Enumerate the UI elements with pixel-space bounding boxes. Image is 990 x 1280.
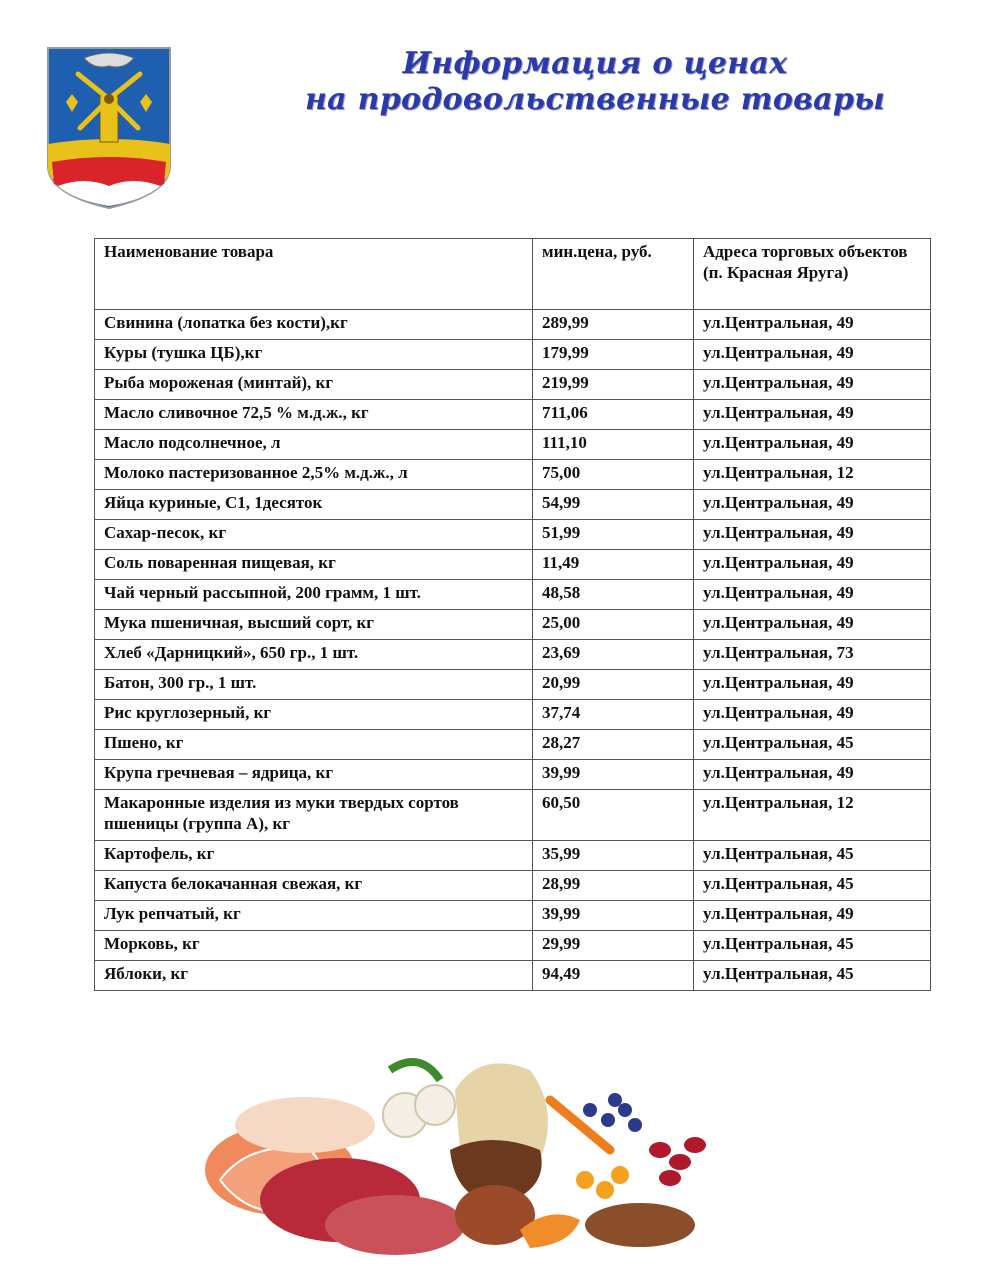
table-row: [95, 790, 931, 841]
row-address-cell: ул.Центральная, 49: [694, 340, 931, 370]
row-price-cell: 289,99: [533, 310, 694, 340]
row-price-cell: 111,10: [533, 430, 694, 460]
row-price-cell: 39,99: [533, 760, 694, 790]
row-name-cell: Яблоки, кг: [95, 961, 533, 991]
row-price-cell: 711,06: [533, 400, 694, 430]
row-price-cell: 28,99: [533, 871, 694, 901]
row-address-cell: ул.Центральная, 49: [694, 370, 931, 400]
row-name-cell: Масло сливочное 72,5 % м.д.ж., кг: [95, 400, 533, 430]
row-address-cell: ул.Центральная, 49: [694, 490, 931, 520]
row-address-cell: ул.Центральная, 49: [694, 550, 931, 580]
coat-of-arms-windmill-icon: [44, 44, 174, 210]
row-price-cell: 94,49: [533, 961, 694, 991]
row-name-cell: Свинина (лопатка без кости),кг: [95, 310, 533, 340]
row-price-cell: 39,99: [533, 901, 694, 931]
table-row: [95, 961, 931, 991]
row-name-cell: Лук репчатый, кг: [95, 901, 533, 931]
row-name-cell: Чай черный рассыпной, 200 грамм, 1 шт.: [95, 580, 533, 610]
row-address-cell: ул.Центральная, 45: [694, 871, 931, 901]
row-name-cell: Куры (тушка ЦБ),кг: [95, 340, 533, 370]
table-row: [95, 550, 931, 580]
food-products-icon: [190, 1030, 730, 1260]
table-row: [95, 901, 931, 931]
row-name-cell: Капуста белокачанная свежая, кг: [95, 871, 533, 901]
row-name-cell: Рис круглозерный, кг: [95, 700, 533, 730]
row-address-cell: ул.Центральная, 49: [694, 520, 931, 550]
page-title: [240, 46, 950, 118]
row-price-cell: 29,99: [533, 931, 694, 961]
table-header-row: [95, 239, 931, 310]
row-name-cell: Макаронные изделия из муки твердых сортов пшеницы (группа А), кг: [95, 790, 533, 841]
row-address-cell: ул.Центральная, 45: [694, 841, 931, 871]
row-name-cell: Молоко пастеризованное 2,5% м.д.ж., л: [95, 460, 533, 490]
row-price-cell: 48,58: [533, 580, 694, 610]
row-price-cell: 54,99: [533, 490, 694, 520]
row-price-cell: 20,99: [533, 670, 694, 700]
row-price-cell: 219,99: [533, 370, 694, 400]
table-row: [95, 871, 931, 901]
row-address-cell: ул.Центральная, 49: [694, 901, 931, 931]
row-name-cell: Сахар-песок, кг: [95, 520, 533, 550]
header-address-line-2: (п. Красная Яруга): [703, 263, 849, 282]
row-price-cell: 51,99: [533, 520, 694, 550]
title-line-2: на продовольственные товары: [305, 82, 885, 117]
row-address-cell: ул.Центральная, 49: [694, 700, 931, 730]
row-address-cell: ул.Центральная, 45: [694, 931, 931, 961]
row-name-cell: Масло подсолнечное, л: [95, 430, 533, 460]
row-address-cell: ул.Центральная, 49: [694, 610, 931, 640]
row-address-cell: ул.Центральная, 49: [694, 580, 931, 610]
table-row: [95, 460, 931, 490]
row-address-cell: ул.Центральная, 45: [694, 961, 931, 991]
table-row: [95, 730, 931, 760]
table-row: [95, 400, 931, 430]
row-address-cell: ул.Центральная, 73: [694, 640, 931, 670]
title-line-1: Информация о ценах: [402, 46, 788, 81]
row-name-cell: Яйца куриные, С1, 1десяток: [95, 490, 533, 520]
row-price-cell: 179,99: [533, 340, 694, 370]
row-name-cell: Хлеб «Дарницкий», 650 гр., 1 шт.: [95, 640, 533, 670]
row-address-cell: ул.Центральная, 49: [694, 400, 931, 430]
row-price-cell: 60,50: [533, 790, 694, 841]
table-row: [95, 370, 931, 400]
table-row: [95, 760, 931, 790]
table-body: [95, 310, 931, 991]
prices-table: [94, 238, 931, 991]
table-row: [95, 310, 931, 340]
row-name-cell: Картофель, кг: [95, 841, 533, 871]
row-price-cell: 37,74: [533, 700, 694, 730]
row-name-cell: Мука пшеничная, высший сорт, кг: [95, 610, 533, 640]
table-row: [95, 340, 931, 370]
table-row: [95, 700, 931, 730]
row-price-cell: 11,49: [533, 550, 694, 580]
row-name-cell: Рыба мороженая (минтай), кг: [95, 370, 533, 400]
row-name-cell: Пшено, кг: [95, 730, 533, 760]
row-address-cell: ул.Центральная, 49: [694, 310, 931, 340]
row-name-cell: Батон, 300 гр., 1 шт.: [95, 670, 533, 700]
row-address-cell: ул.Центральная, 45: [694, 730, 931, 760]
row-address-cell: ул.Центральная, 12: [694, 460, 931, 490]
row-address-cell: ул.Центральная, 49: [694, 430, 931, 460]
row-address-cell: ул.Центральная, 49: [694, 670, 931, 700]
table-row: [95, 610, 931, 640]
row-address-cell: ул.Центральная, 49: [694, 760, 931, 790]
table-row: [95, 430, 931, 460]
row-address-cell: ул.Центральная, 12: [694, 790, 931, 841]
table-row: [95, 490, 931, 520]
table-row: [95, 580, 931, 610]
row-name-cell: Морковь, кг: [95, 931, 533, 961]
row-price-cell: 75,00: [533, 460, 694, 490]
row-price-cell: 25,00: [533, 610, 694, 640]
table-row: [95, 670, 931, 700]
table-row: [95, 640, 931, 670]
header-address: [694, 239, 931, 310]
table-row: [95, 520, 931, 550]
row-price-cell: 35,99: [533, 841, 694, 871]
row-price-cell: 23,69: [533, 640, 694, 670]
row-name-cell: Соль поваренная пищевая, кг: [95, 550, 533, 580]
row-price-cell: 28,27: [533, 730, 694, 760]
table-row: [95, 931, 931, 961]
table-row: [95, 841, 931, 871]
header-price: мин.цена, руб.: [533, 239, 694, 310]
row-name-cell: Крупа гречневая – ядрица, кг: [95, 760, 533, 790]
header-name: Наименование товара: [95, 239, 533, 310]
header-address-line-1: Адреса торговых объектов: [703, 242, 908, 261]
